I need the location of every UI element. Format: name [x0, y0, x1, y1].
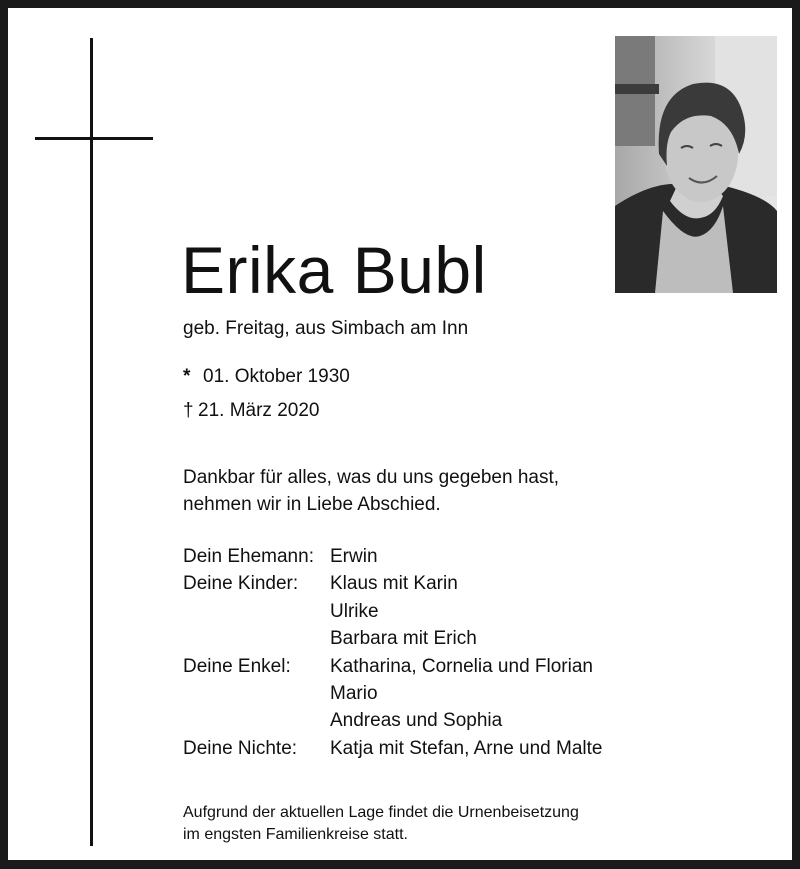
note-line: im engsten Familienkreise statt. — [183, 826, 408, 843]
birth-symbol: * — [183, 366, 191, 387]
birth-date: 01. Oktober 1930 — [203, 366, 350, 387]
death-date-row — [183, 398, 319, 424]
portrait-photo — [615, 36, 777, 293]
family-member-names: Ulrike — [330, 600, 379, 622]
family-relation-label: Deine Kinder: — [183, 573, 299, 595]
birth-date-row — [183, 364, 350, 390]
family-member-names: Klaus mit Karin — [330, 573, 458, 595]
family-member-names: Erwin — [330, 546, 378, 567]
burial-note — [183, 802, 579, 846]
quote-line: nehmen wir in Liebe Abschied. — [183, 494, 441, 515]
quote-line: Dankbar für alles, was du uns gegeben hast, — [183, 467, 560, 488]
cross-horizontal-bar — [35, 137, 153, 140]
family-member-names: Mario — [330, 682, 378, 704]
family-member-names: Katharina, Cornelia und Florian — [330, 655, 593, 677]
family-member-names: Andreas und Sophia — [330, 710, 503, 732]
family-member-names: Katja mit Stefan, Arne und Malte — [330, 737, 603, 759]
death-cross-symbol: † — [183, 400, 194, 421]
family-relation-label: Deine Enkel: — [183, 655, 291, 677]
family-relation-label: Dein Ehemann: — [183, 546, 314, 567]
family-relation-label: Deine Nichte: — [183, 737, 298, 759]
portrait-image — [615, 36, 777, 293]
cross-vertical-bar — [90, 38, 93, 846]
farewell-quote — [183, 464, 559, 518]
maiden-name-line: geb. Freitag, aus Simbach am Inn — [183, 318, 469, 339]
family-member-names: Barbara mit Erich — [330, 628, 477, 650]
deceased-name: Erika Bubl — [181, 233, 487, 307]
note-line: Aufgrund der aktuellen Lage findet die Urnenbeisetzung — [183, 804, 579, 821]
death-date: 21. März 2020 — [198, 400, 320, 421]
